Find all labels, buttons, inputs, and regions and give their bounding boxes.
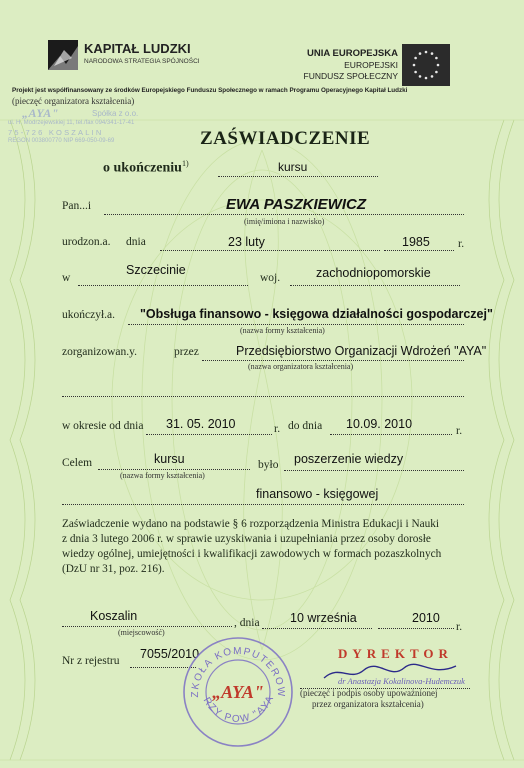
course-form-caption: (nazwa formy kształcenia) xyxy=(240,326,325,335)
stamp-address: ul. H. Modrzejewskiej 11, tel./fax 094/341-17-41 xyxy=(8,120,135,126)
issue-year-dotline xyxy=(378,628,454,629)
stamp-regon: REGON 003800770 NIP 669-050-09-69 xyxy=(8,138,115,144)
name-caption: (imię/imiona i nazwisko) xyxy=(244,217,325,226)
registry-number: 7055/2010 xyxy=(140,647,200,661)
completion-dotline xyxy=(218,176,378,177)
period-to-label: do dnia xyxy=(288,420,323,432)
eu-flag xyxy=(402,44,450,86)
birth-year-dotline xyxy=(384,250,454,251)
birth-day-label: dnia xyxy=(126,236,146,248)
registry-label: Nr z rejestru xyxy=(62,655,120,667)
legal-basis-line2: z dnia 3 lutego 2006 r. w sprawie uzyskiwania i uzupełniania przez osoby dorosłe xyxy=(62,533,431,545)
kapital-ludzki-title: KAPITAŁ LUDZKI xyxy=(84,41,191,56)
goal-line1: poszerzenie wiedzy xyxy=(294,452,404,466)
director-stamp: DYREKTOR xyxy=(338,646,453,661)
birth-date-dotline xyxy=(160,250,380,251)
school-seal-icon xyxy=(180,634,296,750)
signature-caption-2: przez organizatora kształcenia) xyxy=(312,699,424,709)
footnote-mark: 1) xyxy=(181,159,189,168)
completion-label xyxy=(103,159,189,177)
course-dotline xyxy=(128,324,464,325)
eu-fund-line1: EUROPEJSKI xyxy=(344,60,398,70)
project-notice: Projekt jest współfinansowany ze środków Europejskiego Funduszu Społecznego w ramach Programu Operacyjnego Kapitał Ludzki xyxy=(12,87,408,94)
issue-date-dotline xyxy=(262,628,372,629)
kapital-ludzki-logo xyxy=(46,36,82,76)
purpose-dotline xyxy=(98,469,250,470)
eu-title: UNIA EUROPEJSKA xyxy=(307,48,398,59)
organized-label: zorganizowan.y. xyxy=(62,346,138,358)
organizer-caption: (nazwa organizatora kształcenia) xyxy=(248,362,354,371)
goal-line2: finansowo - księgowej xyxy=(256,487,379,501)
period-from: 31. 05. 2010 xyxy=(166,417,236,431)
course-title: "Obsługa finansowo - księgowa działalności gospodarczej" xyxy=(140,307,493,321)
round-school-stamp xyxy=(180,634,296,750)
year-suffix: r. xyxy=(458,238,465,250)
completion-text: o ukończeniu xyxy=(103,160,182,176)
voivodeship-label: woj. xyxy=(260,272,281,284)
name-label: Pan...i xyxy=(62,200,92,212)
document-title: ZAŚWIADCZENIE xyxy=(200,128,371,149)
voivodeship-dotline xyxy=(290,285,460,286)
birth-date: 23 luty xyxy=(228,235,265,249)
director-name: dr Anastazja Kokalinova-Hudemczuk xyxy=(338,676,465,686)
period-to-dotline xyxy=(330,434,452,435)
issue-year-suffix: r. xyxy=(456,621,463,633)
name-dotline xyxy=(104,214,464,215)
legal-basis-line3: wiedzy ogólnej, umiejętności i kwalifikacji zawodowych w formach pozaszkolnych xyxy=(62,548,442,560)
place-label: w xyxy=(62,272,71,284)
stamp-city: 75-726 KOSZALIN xyxy=(8,128,104,137)
period-to: 10.09. 2010 xyxy=(346,417,413,431)
eu-stars-icon xyxy=(402,44,450,86)
kapital-ludzki-subtitle: NARODOWA STRATEGIA SPÓJNOŚCI xyxy=(84,58,200,65)
legal-basis-line1: Zaświadczenie wydano na podstawie § 6 rozporządzenia Ministra Edukacji i Nauki xyxy=(62,518,440,530)
issue-date-label: , dnia xyxy=(234,617,260,629)
goal2-dotline xyxy=(62,504,464,505)
stamp-company-form: Spółka z o.o. xyxy=(92,109,139,118)
purpose-caption: (nazwa formy kształcenia) xyxy=(120,471,205,480)
birth-year: 1985 xyxy=(402,235,430,249)
stamp-ring-top: ZKOŁA KOMPUTEROW xyxy=(189,645,287,698)
purpose: kursu xyxy=(154,452,185,466)
issue-place-caption: (miejscowość) xyxy=(118,628,165,637)
was-label: było xyxy=(258,459,279,471)
kapital-ludzki-emblem-icon xyxy=(46,36,82,76)
organizer-name: Przedsiębiorstwo Organizacji Wdrożeń "AYA" xyxy=(236,344,487,358)
eu-fund-line2: FUNDUSZ SPOŁECZNY xyxy=(303,71,398,81)
stamp-place-caption: (pieczęć organizatora kształcenia) xyxy=(12,96,135,106)
stamp-ring-bottom: RZY POW "AYA xyxy=(200,693,277,726)
birth-place: Szczecinie xyxy=(126,263,186,277)
issue-year: 2010 xyxy=(412,611,440,625)
issue-place: Koszalin xyxy=(90,609,138,623)
voivodeship: zachodniopomorskie xyxy=(316,266,431,280)
issue-place-dotline xyxy=(62,626,232,627)
period-from-year-suffix: r. xyxy=(274,423,281,435)
stamp-company-name: „AYA" xyxy=(22,106,59,120)
organizer-extra-dotline xyxy=(62,396,464,397)
purpose-label: Celem xyxy=(62,457,93,469)
period-to-year-suffix: r. xyxy=(456,425,463,437)
period-from-label: w okresie od dnia xyxy=(62,420,144,432)
organizer-dotline xyxy=(202,360,464,361)
issue-date: 10 września xyxy=(290,611,357,625)
recipient-name: EWA PASZKIEWICZ xyxy=(226,196,366,213)
course-word: kursu xyxy=(278,160,308,174)
by-label: przez xyxy=(174,346,199,358)
period-from-dotline xyxy=(146,434,272,435)
organizer-stamp xyxy=(2,96,212,150)
place-dotline xyxy=(78,285,248,286)
birth-label: urodzon.a. xyxy=(62,236,111,248)
stamp-center-text: „AYA" xyxy=(212,682,264,702)
signature-caption-1: (pieczęć i podpis osoby upoważnionej xyxy=(300,688,438,698)
legal-basis-line4: (DzU nr 31, poz. 216). xyxy=(62,563,165,575)
completed-label: ukończył.a. xyxy=(62,309,116,321)
goal-dotline xyxy=(284,470,464,471)
